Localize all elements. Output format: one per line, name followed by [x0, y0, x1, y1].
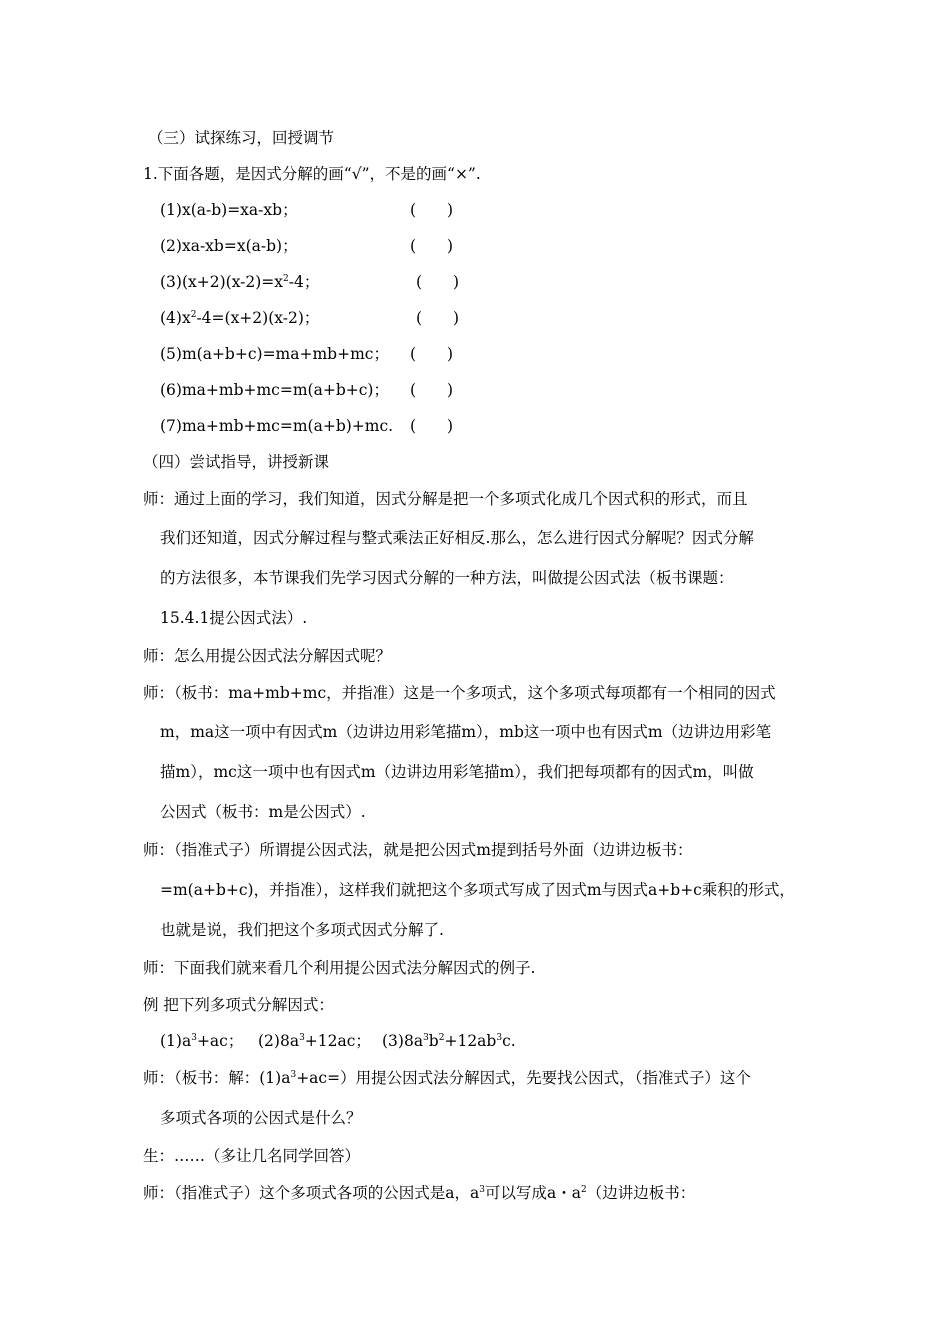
example-item-3: $(3)8a^3b^2+12ab^3c$. — [382, 1032, 516, 1050]
example-item-2: $(2)8a^3+12ac$； — [258, 1032, 371, 1050]
paragraph-line: 也就是说，我们把这个多项式因式分解了. — [160, 921, 444, 939]
paragraph-line: 师：（板书：解：$(1)a^3+ac=$）用提公因式法分解因式，先要找公因式，（指准式子）这个 — [143, 1069, 751, 1087]
paragraph-line: 公因式（板书：m是公因式）. — [160, 803, 366, 821]
answer-blank: ( ) — [410, 345, 454, 363]
paragraph-line: =m(a+b+c)，并指准），这样我们就把这个多项式写成了因式m与因式a+b+c乘积的形式， — [160, 881, 795, 899]
example-title: 例 把下列多项式分解因式： — [143, 996, 334, 1014]
answer-blank: ( ) — [416, 309, 460, 327]
example-item-1: $(1)a^3+ac$； — [160, 1032, 244, 1050]
paragraph-line: 师：（板书：ma+mb+mc，并指准）这是一个多项式，这个多项式每项都有一个相同的因式 — [143, 684, 776, 702]
paragraph-line: 多项式各项的公因式是什么？ — [160, 1109, 362, 1127]
answer-blank: ( ) — [416, 273, 460, 291]
exercise-item: (1)x(a-b)=xa-xb； — [160, 201, 298, 219]
paragraph-line: 生：……（多让几名同学回答） — [143, 1147, 361, 1165]
answer-blank: ( ) — [410, 201, 454, 219]
exercise-item: $(3)(x+2)(x-2)=x^2-4$； — [160, 273, 320, 291]
exercise-item: (2)xa-xb=x(a-b)； — [160, 237, 298, 255]
exercise-item: (5)m(a+b+c)=ma+mb+mc； — [160, 345, 389, 363]
paragraph-line: 师：下面我们就来看几个利用提公因式法分解因式的例子. — [143, 959, 536, 977]
paragraph-line: m，ma这一项中有因式m（边讲边用彩笔描m），mb这一项中也有因式m（边讲边用彩笔 — [160, 723, 772, 741]
paragraph-line: 我们还知道，因式分解过程与整式乘法正好相反.那么，怎么进行因式分解呢？因式分解 — [160, 529, 754, 547]
answer-blank: ( ) — [410, 381, 454, 399]
paragraph-line: 的方法很多，本节课我们先学习因式分解的一种方法，叫做提公因式法（板书课题： — [160, 569, 734, 587]
answer-blank: ( ) — [410, 417, 454, 435]
paragraph-line: 师：（指准式子）这个多项式各项的公因式是a，$a^3$可以写成a・$a^2$（边讲边板书： — [143, 1184, 696, 1202]
paragraph-line: 师：通过上面的学习，我们知道，因式分解是把一个多项式化成几个因式积的形式，而且 — [143, 490, 748, 508]
paragraph-line: 师：怎么用提公因式法分解因式呢？ — [143, 647, 392, 665]
paragraph-line: 15.4.1提公因式法）. — [160, 609, 308, 627]
paragraph-line: 师：（指准式子）所谓提公因式法，就是把公因式m提到括号外面（边讲边板书： — [143, 841, 693, 859]
exercise-question: 1.下面各题，是因式分解的画“√”，不是的画“×”. — [143, 165, 481, 183]
exercise-item: $(4)x^2-4=(x+2)(x-2)$； — [160, 309, 320, 327]
section-4-heading: （四）尝试指导，讲授新课 — [143, 453, 330, 471]
exercise-item: (7)ma+mb+mc=m(a+b)+mc. — [160, 417, 394, 435]
section-3-heading: （三）试探练习，回授调节 — [148, 129, 335, 147]
paragraph-line: 描m），mc这一项中也有因式m（边讲边用彩笔描m），我们把每项都有的因式m，叫做 — [160, 763, 754, 781]
exercise-item: (6)ma+mb+mc=m(a+b+c)； — [160, 381, 389, 399]
answer-blank: ( ) — [410, 237, 454, 255]
